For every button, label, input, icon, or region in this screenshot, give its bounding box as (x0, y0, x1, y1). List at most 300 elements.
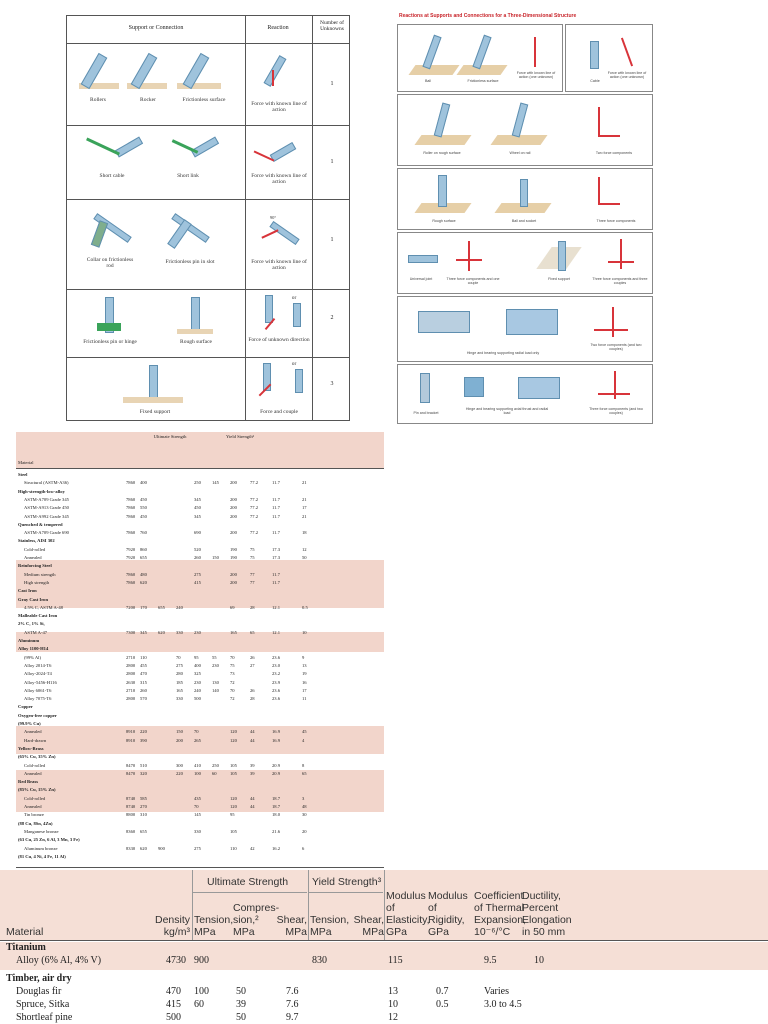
cell-value: 9 (302, 654, 305, 660)
collar (91, 220, 108, 248)
beam-member (295, 369, 303, 393)
caption-rough-surface: Rough surface (432, 219, 456, 223)
header-reaction: Reaction (267, 25, 289, 31)
cell-value: 250 (212, 762, 219, 768)
cell-value: 510 (140, 762, 147, 768)
cell-value: 11.7 (272, 480, 280, 486)
cell-value: 345 (194, 496, 201, 502)
col-material: Material (6, 926, 44, 938)
cell-value: 77.2 (250, 505, 259, 511)
table-row (16, 655, 384, 661)
cell-value: 8740 (126, 795, 136, 801)
table-row (16, 580, 384, 586)
cell-value: 9.7 (286, 1012, 299, 1023)
cell-value: 0.5 (302, 604, 308, 610)
cell-value: 230 (194, 629, 201, 635)
table-row (16, 829, 384, 835)
cell-value: 620 (158, 629, 165, 635)
force-arrow (534, 37, 536, 67)
col-density: Density kg/m³ (154, 914, 190, 938)
bracket (420, 373, 430, 403)
cell-value: 26 (250, 687, 255, 693)
material-name: Alloy (6% Al, 4% V) (16, 955, 102, 966)
caption-rollers: Rollers (90, 97, 106, 103)
divider (192, 870, 193, 940)
cell-value: 17 (302, 687, 307, 693)
material-name: Structural (ASTM-A36) (24, 480, 69, 486)
material-name: Titanium (6, 942, 46, 953)
cell-value: 11.7 (272, 496, 280, 502)
cell-value: 13 (302, 662, 307, 668)
material-name: High strength (24, 579, 50, 585)
cell-value: 500 (166, 1012, 181, 1023)
cell-value: 470 (166, 986, 181, 997)
force-arrow (621, 38, 633, 67)
pin-bracket (97, 323, 121, 331)
cell-value: 70 (194, 804, 199, 809)
table-row (16, 721, 384, 727)
material-name: Oxygen-free copper (18, 712, 57, 718)
cell-value: 150 (212, 555, 219, 560)
material-name: Annealed (24, 770, 42, 776)
cell-value: 220 (176, 770, 183, 776)
beam-member (438, 175, 447, 207)
material-name: Annealed (24, 804, 42, 809)
col-shear: Shear, MPa (276, 914, 307, 938)
cell-value: 620 (140, 845, 147, 851)
material-name: Tin bronze (24, 812, 44, 818)
short-cable (86, 138, 120, 156)
cell-value: 70 (176, 654, 181, 660)
col-modulus-rigidity: Modulus of Rigidity, GPa (428, 890, 468, 938)
cell-value: 48 (302, 804, 307, 809)
cell-value: 12.1 (272, 604, 281, 610)
or-label: or (291, 295, 297, 301)
cell-value: 260 (140, 687, 147, 693)
beam-member (558, 241, 566, 271)
cell-value: 8910 (126, 737, 136, 743)
cell-value: 7200 (126, 604, 136, 610)
material-name: Copper (18, 704, 33, 710)
cell-value: 620 (140, 579, 147, 585)
cell-value: 65 (250, 629, 255, 635)
cell-value: 45 (302, 729, 307, 735)
col-yield-tension: Tension, MPa (310, 914, 350, 938)
caption-fixed-support: Fixed support (139, 409, 171, 415)
rule (193, 892, 307, 893)
table-row (16, 489, 384, 495)
material-name: Quenched & tempered (18, 521, 63, 527)
table-row (16, 821, 384, 827)
col-ductility: Ductility, Percent Elongation in 50 mm (522, 890, 572, 938)
cell-value: 500 (194, 696, 201, 702)
cell-value: 690 (194, 530, 201, 536)
cell-value: 400 (140, 480, 147, 486)
material-name: Cast Iron (18, 588, 37, 594)
panel-ball-surface (397, 24, 563, 92)
support-row (67, 289, 349, 358)
table-row (16, 597, 384, 603)
cell-value: 21 (302, 513, 307, 519)
cell-value: 23.0 (272, 662, 281, 668)
material-name: Timber, air dry (6, 973, 72, 984)
cell-value: 7860 (126, 480, 136, 486)
table-row (16, 547, 384, 553)
table-row (16, 680, 384, 686)
table-row (16, 738, 384, 744)
table-row (16, 630, 384, 636)
caption-fixed-support: Fixed support (548, 277, 570, 281)
caption-force-known-line: Force with known line of action (one unknown) (607, 71, 647, 79)
cell-value: 75 (230, 662, 235, 668)
cell-value: 95 (230, 812, 235, 818)
cell-value: 7860 (126, 505, 136, 511)
table-row (16, 472, 384, 478)
materials-table-large (0, 870, 768, 1024)
cell-value: 435 (194, 795, 201, 801)
cell-value: 470 (140, 671, 147, 677)
cell-value: 140 (212, 687, 219, 693)
ground-plate (408, 65, 459, 75)
col-material: Material (18, 460, 34, 465)
cell-value: 13 (388, 986, 398, 997)
material-name: (65% Cu, 35% Zn) (18, 754, 56, 760)
cell-value: 12 (302, 546, 307, 552)
cell-value: 200 (176, 737, 183, 743)
axis-y (598, 177, 600, 205)
caption-short-cable: Short cable (99, 173, 125, 179)
cell-value: 17 (302, 505, 307, 511)
cell-value: 7920 (126, 546, 136, 552)
cell-value: 120 (230, 804, 237, 809)
cell-value: 345 (194, 513, 201, 519)
material-name: Douglas fir (16, 986, 62, 997)
support-row (67, 357, 349, 421)
cell-value: 8 (302, 762, 305, 768)
cell-value: 20 (302, 828, 307, 834)
panel-roller-wheel (397, 94, 653, 166)
group-ultimate: Ultimate Strength (207, 876, 289, 888)
cell-value: 2800 (126, 671, 136, 677)
table-row (16, 846, 384, 852)
cell-value: 2710 (126, 654, 136, 660)
cell-value: 21.6 (272, 828, 281, 834)
cell-value: 165 (230, 629, 237, 635)
cell-value: 12 (388, 1012, 398, 1023)
material-name: Steel (18, 472, 28, 477)
cell-value: 23.6 (272, 654, 281, 660)
caption-pin-bracket: Pin and bracket (413, 411, 439, 415)
cell-value: 315 (140, 679, 147, 685)
cell-value: 69 (230, 604, 235, 610)
unknowns-count: 1 (330, 237, 334, 243)
cell-value: 0.7 (436, 986, 449, 997)
cell-value: 4 (302, 737, 305, 743)
cell-value: 900 (194, 955, 209, 966)
cell-value: 21 (302, 496, 307, 502)
cell-value: 18.7 (272, 804, 281, 809)
cell-value: 7860 (126, 513, 136, 519)
cell-value: 190 (230, 546, 237, 552)
cell-value: 200 (230, 513, 237, 519)
material-name: 4.5% C, ASTM A-48 (24, 604, 63, 610)
cell-value: 450 (140, 496, 147, 502)
material-name: Reinforcing Steel (18, 563, 52, 569)
col-thermal-expansion: Coefficient of Thermal Expansion, 10⁻⁶/°C (474, 890, 526, 938)
cell-value: 145 (212, 480, 219, 486)
support-row (67, 125, 349, 200)
cell-value: 270 (140, 804, 147, 809)
table-row (16, 804, 384, 810)
rule (0, 940, 768, 941)
short-link (172, 139, 199, 154)
cell-value: 70 (230, 687, 235, 693)
cell-value: 44 (250, 795, 255, 801)
bearing-assembly (506, 309, 558, 335)
cell-value: 260 (194, 555, 201, 560)
material-name: (99% Al) (24, 654, 41, 660)
cell-value: 400 (194, 662, 201, 668)
cell-value: 27 (250, 662, 255, 668)
cell-value: 275 (194, 571, 201, 577)
rule (309, 892, 383, 893)
axis-x (598, 135, 620, 137)
cell-value: 105 (230, 762, 237, 768)
unknowns-count: 3 (330, 381, 334, 387)
cell-value: 44 (250, 737, 255, 743)
cell-value: 2630 (126, 679, 136, 685)
cell-value: 28 (250, 604, 255, 610)
supports-2d-table (66, 15, 350, 421)
cell-value: 70 (230, 654, 235, 660)
unknowns-count: 2 (330, 315, 334, 321)
cell-value: 520 (194, 546, 201, 552)
angle-label: 90° (269, 215, 277, 220)
cell-value: 11.7 (272, 505, 280, 511)
material-name: Alloy-5456-H116 (24, 679, 57, 685)
reaction-label: Force and couple (260, 409, 298, 415)
cell-value: 830 (312, 955, 327, 966)
table-row (16, 713, 384, 719)
rule (16, 867, 384, 868)
ground-hatch (123, 397, 183, 403)
cell-value: 450 (140, 513, 147, 519)
cell-value: 7860 (126, 496, 136, 502)
cell-value: 130 (212, 679, 219, 685)
group-yield: Yield Strength³ (312, 876, 382, 888)
col-compression: Compres- sion,² MPa (233, 902, 280, 938)
cell-value: Varies (484, 986, 509, 997)
cell-value: 23.6 (272, 687, 281, 693)
figure-title: Reactions at Supports and Connections for a Three-Dimensional Structure (399, 13, 577, 19)
cell-value: 2800 (126, 696, 136, 702)
table-row (16, 696, 384, 702)
cell-value: 7860 (126, 530, 136, 536)
cell-value: 0.5 (436, 999, 449, 1010)
reaction-label: Force with known line of action (251, 101, 307, 113)
cell-value: 39 (250, 762, 255, 768)
unknowns-count: 1 (330, 81, 334, 87)
cell-value: 11.7 (272, 530, 280, 536)
table-row (16, 854, 384, 860)
cell-value: 21 (302, 480, 307, 486)
table-row (16, 779, 384, 785)
cell-value: 300 (176, 762, 183, 768)
material-name: ASTM-A709 Grade 345 (24, 496, 69, 502)
material-name: Aluminum (18, 638, 40, 643)
cell-value: 11.7 (272, 513, 280, 519)
table-row (16, 514, 384, 520)
cell-value: 275 (176, 662, 183, 668)
cell-value: 280 (176, 671, 183, 677)
cell-value: 330 (194, 828, 201, 834)
caption-frictionless-surface: Frictionless surface (467, 79, 499, 83)
cell-value: 265 (194, 737, 201, 743)
panel-cable (565, 24, 653, 92)
cell-value: 4730 (166, 955, 186, 966)
cell-value: 655 (140, 555, 147, 560)
material-name: ASTM A-47 (24, 629, 48, 635)
cell-value: 200 (230, 505, 237, 511)
caption-hinge-axial: Hinge and bearing supporting axial thrust and radial load (465, 407, 549, 415)
cell-value: 480 (140, 571, 147, 577)
cell-value: 65 (302, 770, 307, 776)
table-row (16, 671, 384, 677)
table-row (16, 555, 384, 561)
cell-value: 120 (230, 729, 237, 735)
cell-value: 17.3 (272, 555, 281, 560)
cell-value: 30 (302, 812, 307, 818)
cell-value: 7.6 (286, 999, 299, 1010)
axis-y (612, 307, 614, 337)
hinge-assembly (418, 311, 470, 333)
cell-value: 9.5 (484, 955, 497, 966)
beam-member (520, 179, 528, 207)
material-name: Alloy 1100-H14 (18, 646, 49, 652)
panel-pin-bracket (397, 364, 653, 424)
material-name: Alloy 6061-T6 (24, 687, 52, 693)
cell-value: 105 (230, 828, 237, 834)
cell-value: 11.7 (272, 571, 280, 577)
group-ultimate: Ultimate Strength (153, 434, 187, 439)
table-row (16, 663, 384, 669)
cell-value: 7860 (126, 571, 136, 577)
ground-hatch (177, 329, 213, 334)
cell-value: 10 (388, 999, 398, 1010)
cell-value: 2800 (126, 662, 136, 668)
cell-value: 6 (302, 845, 305, 851)
reaction-label: Force with known line of action (251, 259, 307, 271)
caption-rocker: Rocker (140, 97, 156, 103)
cell-value: 50 (236, 1012, 246, 1023)
col-tension: Tension, MPa (194, 914, 234, 938)
material-name: Yellow-Brass (18, 745, 44, 751)
header-support: Support or Connection (128, 25, 184, 31)
material-name: Alloy-2024-T4 (24, 671, 52, 677)
cell-value: 320 (140, 770, 147, 776)
cell-value: 115 (388, 955, 403, 966)
table-row (16, 638, 384, 644)
cell-value: 77.2 (250, 530, 259, 536)
cell-value: 240 (194, 687, 201, 693)
axis-y (468, 241, 470, 271)
cell-value: 450 (194, 505, 201, 511)
table-row (16, 754, 384, 760)
cell-value: 120 (230, 737, 237, 743)
caption-three-components-couple: Three force components and one couple (446, 277, 500, 285)
beam-member (408, 255, 438, 263)
table-row (16, 746, 384, 752)
axis-y (598, 107, 600, 137)
cell-value: 200 (230, 530, 237, 536)
cell-value: 75 (250, 546, 255, 552)
beam-member (512, 103, 529, 138)
cell-value: 11 (302, 696, 307, 702)
material-name: ASTM-A709 Grade 690 (24, 530, 69, 536)
cell-value: 23.2 (272, 671, 281, 677)
cell-value: 230 (212, 662, 219, 668)
cell-value: 73 (230, 671, 235, 677)
cell-value: 23.9 (272, 679, 281, 685)
cell-value: 44 (250, 804, 255, 809)
material-name: Manganese bronze (24, 828, 59, 834)
cell-value: 310 (140, 812, 147, 818)
cell-value: 275 (194, 845, 201, 851)
cell-value: 16.2 (272, 845, 281, 851)
material-name: 2% C, 1% Si, (18, 621, 45, 627)
cell-value: 18 (302, 530, 307, 536)
cell-value: 165 (176, 687, 183, 693)
cell-value: 17.3 (272, 546, 281, 552)
cell-value: 655 (158, 604, 165, 610)
cell-value: 7.6 (286, 986, 299, 997)
cell-value: 415 (166, 999, 181, 1010)
cell-value: 250 (194, 480, 201, 486)
table-row (16, 497, 384, 503)
table-row (16, 572, 384, 578)
axis-x (594, 329, 628, 331)
cell-value: 100 (194, 770, 201, 776)
cell-value: 7860 (126, 579, 136, 585)
col-yield-shear: Shear, MPa (353, 914, 384, 938)
table-row (16, 787, 384, 793)
material-name: Alloy 7075-T6 (24, 696, 52, 702)
divider (384, 870, 385, 940)
cell-value: 60 (194, 999, 204, 1010)
table-row (16, 729, 384, 735)
material-name: Annealed (24, 729, 42, 735)
cell-value: 390 (140, 737, 147, 743)
cell-value: 415 (194, 579, 201, 585)
table-row (16, 621, 384, 627)
material-name: (85% Cu, 15% Zn) (18, 787, 56, 793)
cell-value: 20.9 (272, 770, 281, 776)
col-modulus-elasticity: Modulus of Elasticity, GPa (386, 890, 430, 938)
panel-hinge-bearing (397, 296, 653, 362)
caption-cable: Cable (590, 79, 600, 83)
ground-plate (456, 65, 507, 75)
bearing-assembly (518, 377, 560, 399)
hinge-block (464, 377, 484, 397)
caption-ball-socket: Ball and socket (511, 219, 537, 223)
cell-value: 325 (194, 671, 201, 677)
cell-value: 95 (194, 654, 199, 660)
material-name: Cold-rolled (24, 795, 46, 801)
cell-value: 23.6 (272, 696, 281, 702)
cell-value: 900 (158, 845, 165, 851)
table-row (16, 837, 384, 843)
cell-value: 60 (212, 770, 217, 776)
